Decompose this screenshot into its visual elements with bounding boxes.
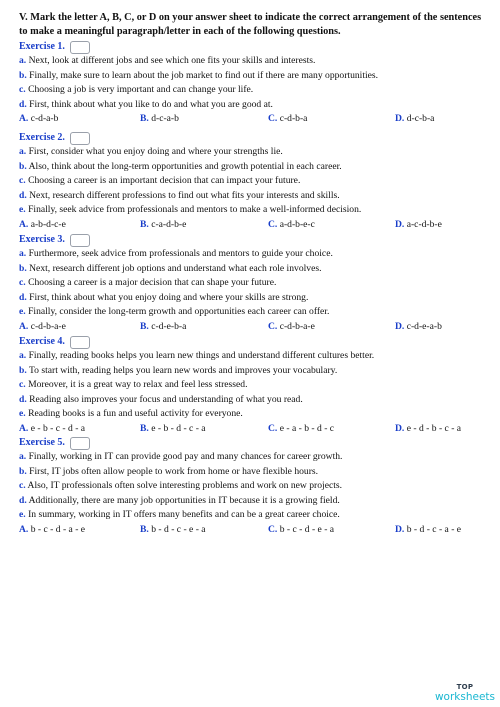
sentence-text: Finally, consider the long-term growth and opportunities each career can offer. (25, 306, 330, 317)
sentence-letter: d. (19, 393, 27, 405)
sentence-letter: b. (19, 465, 27, 477)
exercise-title (19, 233, 489, 247)
sentence-c (19, 174, 489, 189)
sentence-text: Furthermore, seek advice from professionals and mentors to guide your choice. (26, 248, 333, 259)
answer-input[interactable] (70, 41, 90, 54)
sentence-a (19, 54, 489, 69)
sentence-letter: d. (19, 494, 27, 506)
sentence-letter: a. (19, 55, 27, 66)
sentence-b (19, 160, 489, 175)
exercise-label: Exercise 2. (19, 132, 65, 143)
exercise-label: Exercise 5. (19, 437, 65, 448)
sentence-text: Choosing a career is a major decision that can shape your future. (25, 277, 277, 288)
exercise-3 (19, 233, 489, 334)
sentence-a (19, 450, 489, 465)
sentence-letter: a. (19, 248, 27, 259)
sentence-b (19, 465, 489, 480)
sentence-letter: d. (19, 189, 27, 201)
sentence-letter: c. (19, 84, 26, 95)
sentence-b (19, 262, 489, 277)
option-b[interactable]: B. e - b - d - c - a (140, 422, 206, 434)
sentence-text: Reading books is a fun and useful activity for everyone. (25, 408, 243, 419)
sentence-text: Next, research different job options and understand what each role involves. (26, 262, 322, 274)
sentence-e (19, 203, 489, 218)
sentence-letter: c. (19, 379, 26, 390)
answer-options (19, 112, 489, 127)
instructions-heading: V. Mark the letter A, B, C, or D on your answer sheet to indicate the correct arrangement of the sentences to make a meaningful paragraph/letter in each of the following questions. (19, 12, 482, 37)
sentence-b (19, 364, 489, 379)
sentence-letter: c. (19, 480, 26, 491)
option-d[interactable]: D. a-c-d-b-e (395, 218, 442, 230)
answer-input[interactable] (70, 336, 90, 349)
exercise-title (19, 335, 489, 349)
exercise-label: Exercise 1. (19, 41, 65, 52)
option-c[interactable]: C. b - c - d - e - a (268, 523, 335, 535)
sentence-e (19, 305, 489, 320)
answer-options (19, 218, 489, 233)
exercise-title (19, 131, 489, 145)
exercise-5 (19, 436, 489, 537)
option-b[interactable]: B. c-d-e-b-a (140, 320, 187, 332)
option-d[interactable]: D. e - d - b - c - a (395, 422, 462, 434)
sentence-d (19, 189, 489, 204)
sentence-text: Moreover, it is a great way to relax and feel less stressed. (25, 379, 248, 390)
sentence-text: First, IT jobs often allow people to work from home or have flexible hours. (26, 465, 319, 477)
option-d[interactable]: D. c-d-e-a-b (395, 320, 442, 332)
sentence-letter: b. (19, 262, 27, 274)
topworksheets-logo (434, 684, 496, 703)
answer-input[interactable] (70, 234, 90, 247)
sentence-c (19, 479, 489, 494)
sentence-text: Choosing a career is an important decision that can impact your future. (25, 175, 301, 186)
sentence-letter: a. (19, 350, 27, 361)
option-d[interactable]: D. b - d - c - a - e (395, 523, 462, 535)
sentence-letter: d. (19, 98, 27, 110)
sentence-letter: e. (19, 509, 26, 520)
option-c[interactable]: C. c-d-b-a-e (268, 320, 315, 332)
sentence-text: To start with, reading helps you learn new words and improves your vocabulary. (26, 364, 338, 376)
exercise-1 (19, 40, 489, 127)
sentence-letter: b. (19, 160, 27, 172)
sentence-letter: a. (19, 451, 27, 462)
sentence-letter: b. (19, 364, 27, 376)
option-b[interactable]: B. b - d - c - e - a (140, 523, 206, 535)
exercise-2 (19, 131, 489, 232)
option-c[interactable]: C. e - a - b - d - c (268, 422, 335, 434)
option-c[interactable]: C. c-d-b-a (268, 113, 308, 124)
sentence-letter: c. (19, 175, 26, 186)
sentence-text: Additionally, there are many job opportunities in IT because it is a growing field. (26, 494, 340, 506)
exercise-4 (19, 335, 489, 436)
exercise-label: Exercise 4. (19, 336, 65, 347)
answer-options (19, 422, 489, 437)
sentence-text: Finally, seek advice from professionals and mentors to make a well-informed decision. (25, 204, 362, 215)
sentence-letter: b. (19, 69, 27, 81)
sentence-a (19, 349, 489, 364)
sentence-d (19, 393, 489, 408)
answer-input[interactable] (70, 132, 90, 145)
sentence-c (19, 378, 489, 393)
sentence-b (19, 69, 489, 84)
sentence-text: In summary, working in IT offers many benefits and can be a great career choice. (25, 509, 340, 520)
sentence-e (19, 407, 489, 422)
sentence-text: Finally, reading books helps you learn new things and understand different cultures better. (26, 350, 375, 361)
sentence-d (19, 494, 489, 509)
sentence-letter: d. (19, 291, 27, 303)
sentence-text: Reading also improves your focus and understanding of what you read. (26, 393, 303, 405)
sentence-text: First, think about what you enjoy doing and where your skills are strong. (26, 291, 309, 303)
sentence-a (19, 145, 489, 160)
option-a[interactable]: A. c-d-a-b (19, 113, 59, 124)
sentence-text: Finally, make sure to learn about the job market to find out if there are many opportunities. (26, 69, 379, 81)
option-b[interactable]: B. c-a-d-b-e (140, 218, 187, 230)
option-a[interactable]: A. c-d-b-a-e (19, 320, 66, 332)
logo-top-text: TOP (456, 683, 474, 691)
exercise-title (19, 436, 489, 450)
sentence-letter: a. (19, 146, 27, 157)
sentence-text: Also, IT professionals often solve interesting problems and work on new projects. (25, 480, 343, 491)
option-b[interactable]: B. d-c-a-b (140, 113, 179, 124)
sentence-c (19, 276, 489, 291)
option-a[interactable]: A. e - b - c - d - a (19, 422, 86, 434)
sentence-d (19, 98, 489, 113)
sentence-e (19, 508, 489, 523)
sentence-d (19, 291, 489, 306)
sentence-text: Also, think about the long-term opportunities and growth potential in each career. (26, 160, 342, 172)
answer-options (19, 320, 489, 335)
exercise-label: Exercise 3. (19, 234, 65, 245)
sentence-text: Choosing a job is very important and can change your life. (25, 84, 254, 95)
sentence-text: Finally, working in IT can provide good pay and many chances for career growth. (26, 451, 343, 462)
sentence-letter: e. (19, 408, 26, 419)
answer-input[interactable] (70, 437, 90, 450)
sentence-letter: e. (19, 204, 26, 215)
sentence-letter: e. (19, 306, 26, 317)
sentence-letter: c. (19, 277, 26, 288)
option-d[interactable]: D. d-c-b-a (395, 113, 435, 124)
option-a[interactable]: A. b - c - d - a - e (19, 523, 86, 535)
sentence-text: First, think about what you like to do and what you are good at. (26, 98, 273, 110)
sentence-text: Next, research different professions to find out what fits your interests and skills. (26, 189, 340, 201)
answer-options (19, 523, 489, 538)
sentence-text: First, consider what you enjoy doing and where your strengths lie. (26, 146, 283, 157)
exercise-title (19, 40, 489, 54)
sentence-a (19, 247, 489, 262)
option-c[interactable]: C. a-d-b-e-c (268, 218, 315, 230)
sentence-c (19, 83, 489, 98)
option-a[interactable]: A. a-b-d-c-e (19, 218, 66, 230)
logo-name-text: worksheets (434, 691, 496, 703)
sentence-text: Next, look at different jobs and see which one fits your skills and interests. (26, 55, 316, 66)
